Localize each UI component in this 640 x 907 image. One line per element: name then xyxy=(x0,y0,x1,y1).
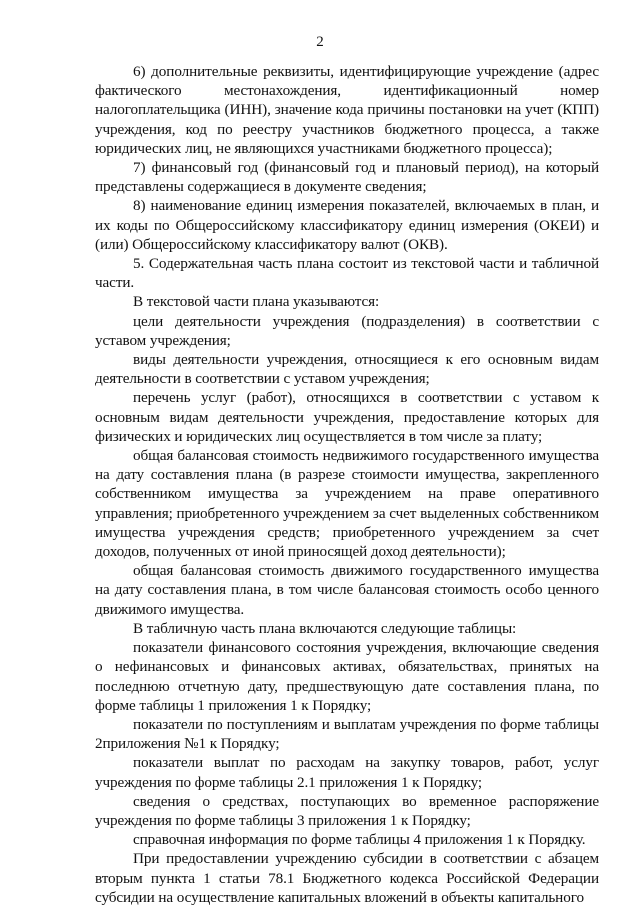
paragraph-table-part-intro: В табличную часть плана включаются следующие таблицы: xyxy=(133,619,517,637)
paragraph-subsidy: При предоставлении учреждению субсидии в соответствии с абзацем вторым пункта 1 статьи 78.1 Бюджетного кодекса Российской Федерации субсидии на осуществление капитальных вложений в объекты капитального xyxy=(95,850,599,906)
paragraph-services: перечень услуг (работ), относящихся в соответствии с уставом к основным видам деятельности учреждения, предоставление которых для физических и юридических лиц осуществляется в том числе за плату; xyxy=(95,389,599,445)
paragraph-immovable-property: общая балансовая стоимость недвижимого государственного имущества на дату составления плана (в разрезе стоимости имущества, закрепленного собственником имущества за учреждением на праве оперативного управления; приобретенного учреждением за счет выделенных собственником имущества учреждения средств; приобретенного учреждением за счет доходов, полученных от иной приносящей доход деятельности); xyxy=(95,447,599,561)
paragraph-goals: цели деятельности учреждения (подразделения) в соответствии с уставом учреждения; xyxy=(95,312,599,349)
paragraph-item-7: 7) финансовый год (финансовый год и плановый период), на который представлены содержащиеся в документе сведения; xyxy=(95,159,599,196)
paragraph-table-1: показатели финансового состояния учреждения, включающие сведения о нефинансовых и финансовых активах, обязательствах, принятых на последнюю отчетную дату, предшествующую дате составления плана, по форме таблицы 1 приложения 1 к Порядку; xyxy=(95,639,599,714)
paragraph-item-8: 8) наименование единиц измерения показателей, включаемых в план, и их коды по Общероссийскому классификатору единиц измерения (ОКЕИ) и (или) Общероссийскому классификатору валют (ОКВ). xyxy=(95,197,599,253)
paragraph-text-part-intro: В текстовой части плана указываются: xyxy=(133,293,380,311)
paragraph-table-2: показатели по поступлениям и выплатам учреждения по форме таблицы 2приложения №1 к Порядку; xyxy=(95,715,599,753)
paragraph-table-2-1: показатели выплат по расходам на закупку товаров, работ, услуг учреждения по форме таблицы 2.1 приложения 1 к Порядку; xyxy=(95,754,599,791)
paragraph-section-5: 5. Содержательная часть плана состоит из текстовой части и табличной части. xyxy=(95,255,599,292)
page-number: 2 xyxy=(316,34,324,50)
paragraph-item-6: 6) дополнительные реквизиты, идентифицирующие учреждение (адрес фактического местонахождения, идентификационный номер налогоплательщика (ИНН), значение кода причины постановки на учет (КПП) учреждения, код по реестру участников бюджетного процесса, а также юридических лиц, не являющихся участниками бюджетного процесса); xyxy=(95,63,599,157)
paragraph-table-3: сведения о средствах, поступающих во временное распоряжение учреждения по форме таблицы 3 приложения 1 к Порядку; xyxy=(95,792,599,829)
paragraph-movable-property: общая балансовая стоимость движимого государственного имущества на дату составления плана, в том числе балансовая стоимость особо ценного движимого имущества. xyxy=(95,562,599,618)
paragraph-table-4: справочная информация по форме таблицы 4 приложения 1 к Порядку. xyxy=(133,831,586,849)
document-body xyxy=(95,62,599,907)
paragraph-activities: виды деятельности учреждения, относящиеся к его основным видам деятельности в соответствии с уставом учреждения; xyxy=(95,351,599,388)
